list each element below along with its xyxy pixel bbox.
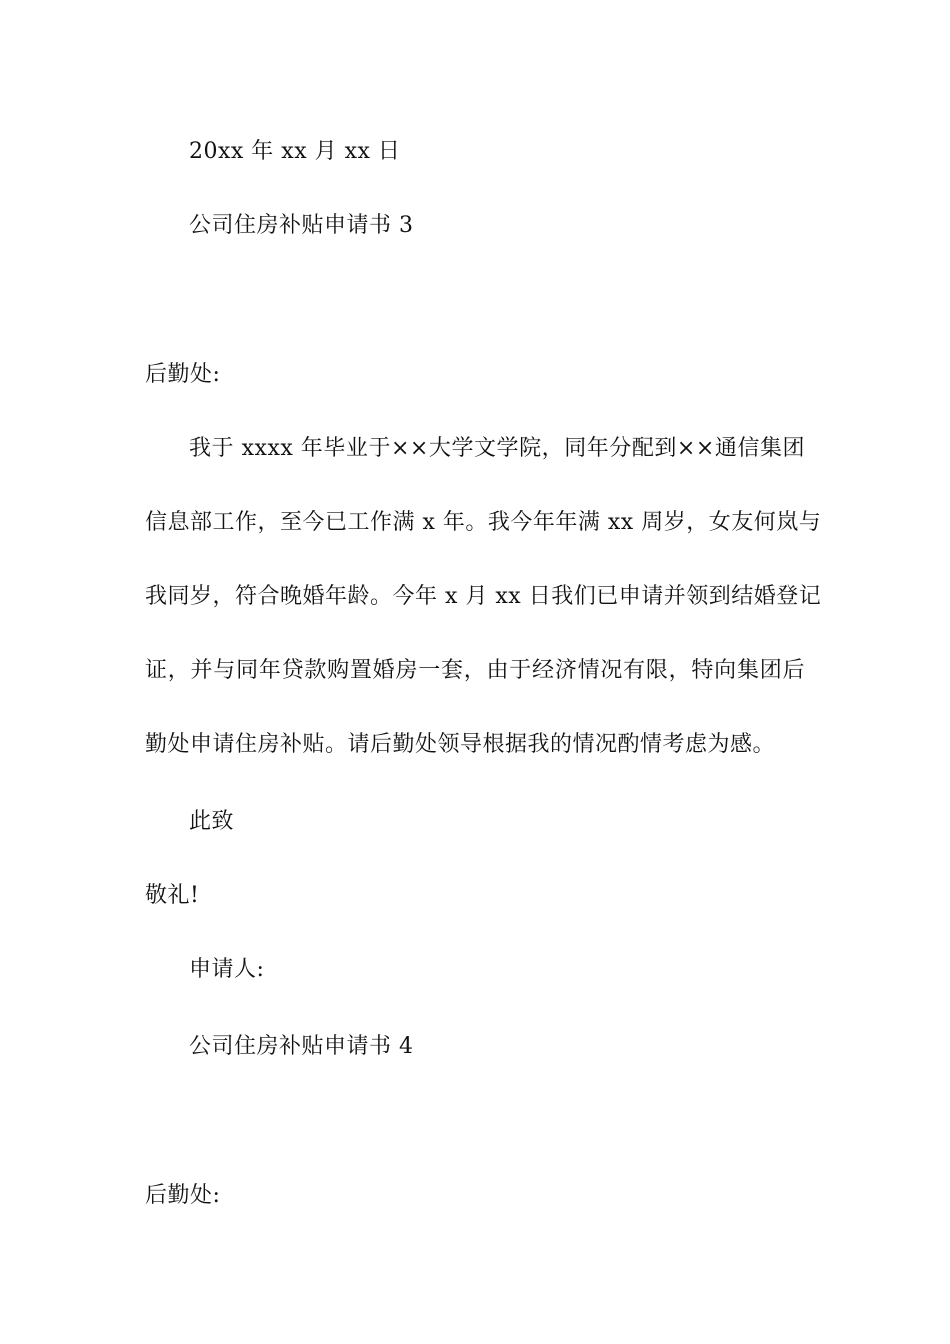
body-line-2: 信息部工作，至今已工作满 x 年。我今年年满 xx 周岁，女友何岚与 — [145, 510, 822, 535]
salutation-3: 后勤处: — [145, 362, 221, 387]
salutation-4: 后勤处: — [145, 1183, 221, 1208]
applicant-label: 申请人: — [189, 957, 265, 982]
body-line-4: 证，并与同年贷款购置婚房一套，由于经济情况有限，特向集团后 — [145, 658, 805, 683]
body-line-5: 勤处申请住房补贴。请后勤处领导根据我的情况酌情考虑为感。 — [145, 732, 776, 757]
closing-line-2: 敬礼! — [145, 883, 200, 908]
body-line-1: 我于 xxxx 年毕业于××大学文学院，同年分配到××通信集团 — [189, 436, 805, 461]
body-line-3: 我同岁，符合晚婚年龄。今年 x 月 xx 日我们已申请并领到结婚登记 — [145, 584, 822, 609]
closing-line-1: 此致 — [189, 809, 235, 834]
letter-title-3: 公司住房补贴申请书 3 — [189, 213, 414, 238]
letter-date: 20xx 年 xx 月 xx 日 — [189, 139, 401, 164]
letter-title-4: 公司住房补贴申请书 4 — [189, 1034, 414, 1059]
